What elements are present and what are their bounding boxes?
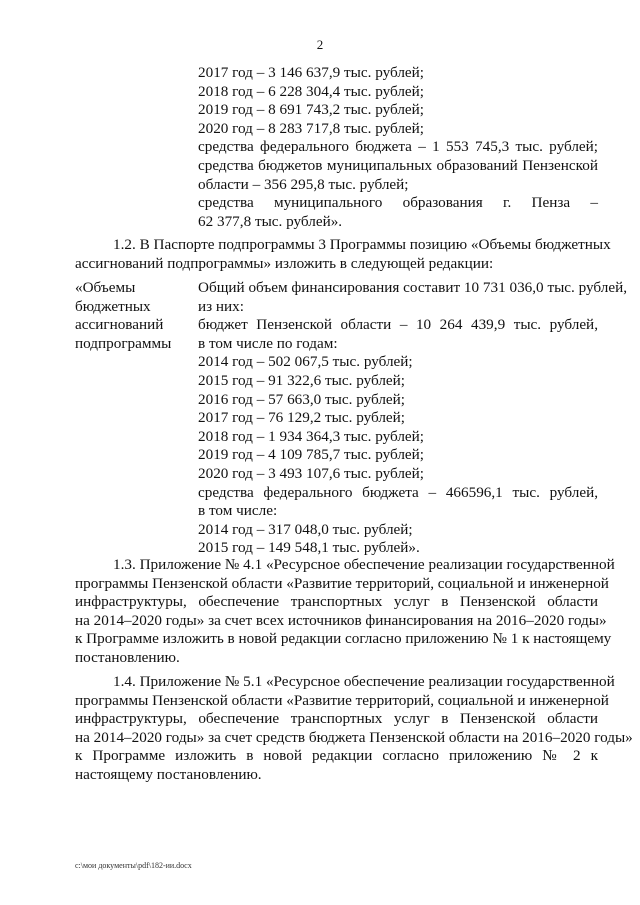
footer-file-path: c:\мои документы\pdf\182-ии.docx <box>75 861 192 870</box>
tvalue-line: в том числе: <box>198 502 278 520</box>
block1-line: 2017 год – 3 146 637,9 тыс. рублей; <box>198 64 425 81</box>
para13-line: к Программе изложить в новой редакции согласно приложению № 1 к настоящему <box>75 630 612 648</box>
block1-line: 2020 год – 8 283 717,8 тыс. рублей; <box>198 119 425 137</box>
para12-line: 1.2. В Паспорте подпрограммы 3 Программы позицию «Объемы бюджетных <box>113 236 611 253</box>
block1-line: области – 356 295,8 тыс. рублей; <box>198 175 409 193</box>
tvalue-line: из них: <box>198 297 244 315</box>
block1-line: 2019 год – 8 691 743,2 тыс. рублей; <box>198 101 425 119</box>
tvalue-line: Общий объем финансирования составит 10 731 036,0 тыс. рублей, <box>198 279 627 296</box>
tlabel-line: подпрограммы <box>75 334 172 352</box>
block1-line: 2018 год – 6 228 304,4 тыс. рублей; <box>198 82 425 100</box>
para13-line: инфраструктуры, обеспечение транспортных услуг в Пензенской области <box>75 593 598 611</box>
block1-line: 62 377,8 тыс. рублей». <box>198 212 343 230</box>
para14-line: настоящему постановлению. <box>75 766 262 783</box>
tlabel-line: бюджетных <box>75 297 151 315</box>
para14-line: к Программе изложить в новой редакции согласно приложению № 2 к <box>75 747 598 765</box>
tvalue-line: 2016 год – 57 663,0 тыс. рублей; <box>198 390 406 408</box>
para13-line: на 2014–2020 годы» за счет всех источников финансирования на 2016–2020 годы» <box>75 611 607 629</box>
para14-line: 1.4. Приложение № 5.1 «Ресурсное обеспечение реализации государственной <box>113 673 615 690</box>
tvalue-line: бюджет Пензенской области – 10 264 439,9 тыс. рублей, <box>198 316 598 334</box>
para14-line: на 2014–2020 годы» за счет средств бюджета Пензенской области на 2016–2020 годы» <box>75 728 633 746</box>
block1-line: средства бюджетов муниципальных образований Пензенской <box>198 157 598 174</box>
tvalue-line: 2014 год – 317 048,0 тыс. рублей; <box>198 520 413 538</box>
tvalue-line: 2017 год – 76 129,2 тыс. рублей; <box>198 409 406 427</box>
tvalue-line: 2020 год – 3 493 107,6 тыс. рублей; <box>198 465 425 482</box>
tvalue-line: 2015 год – 91 322,6 тыс. рублей; <box>198 372 406 389</box>
para13-line: программы Пензенской области «Развитие территорий, социальной и инженерной <box>75 574 609 592</box>
tvalue-line: 2019 год – 4 109 785,7 тыс. рублей; <box>198 446 425 464</box>
tlabel-line: «Объемы <box>75 279 136 296</box>
page-number: 2 <box>316 37 324 52</box>
para12-line: ассигнований подпрограммы» изложить в следующей редакции: <box>75 254 494 272</box>
block1-line: средства муниципального образования г. Пенза – <box>198 194 598 212</box>
tvalue-line: 2014 год – 502 067,5 тыс. рублей; <box>198 353 413 371</box>
para13-line: 1.3. Приложение № 4.1 «Ресурсное обеспечение реализации государственной <box>113 556 615 573</box>
tvalue-line: 2015 год – 149 548,1 тыс. рублей». <box>198 539 420 557</box>
tlabel-line: ассигнований <box>75 316 164 334</box>
tvalue-line: средства федерального бюджета – 466596,1 тыс. рублей, <box>198 483 598 501</box>
para13-line: постановлению. <box>75 649 180 666</box>
para14-line: программы Пензенской области «Развитие территорий, социальной и инженерной <box>75 691 609 709</box>
block1-line: средства федерального бюджета – 1 553 745,3 тыс. рублей; <box>198 138 598 156</box>
para14-line: инфраструктуры, обеспечение транспортных услуг в Пензенской области <box>75 710 598 728</box>
tvalue-line: в том числе по годам: <box>198 334 338 352</box>
tvalue-line: 2018 год – 1 934 364,3 тыс. рублей; <box>198 427 425 445</box>
